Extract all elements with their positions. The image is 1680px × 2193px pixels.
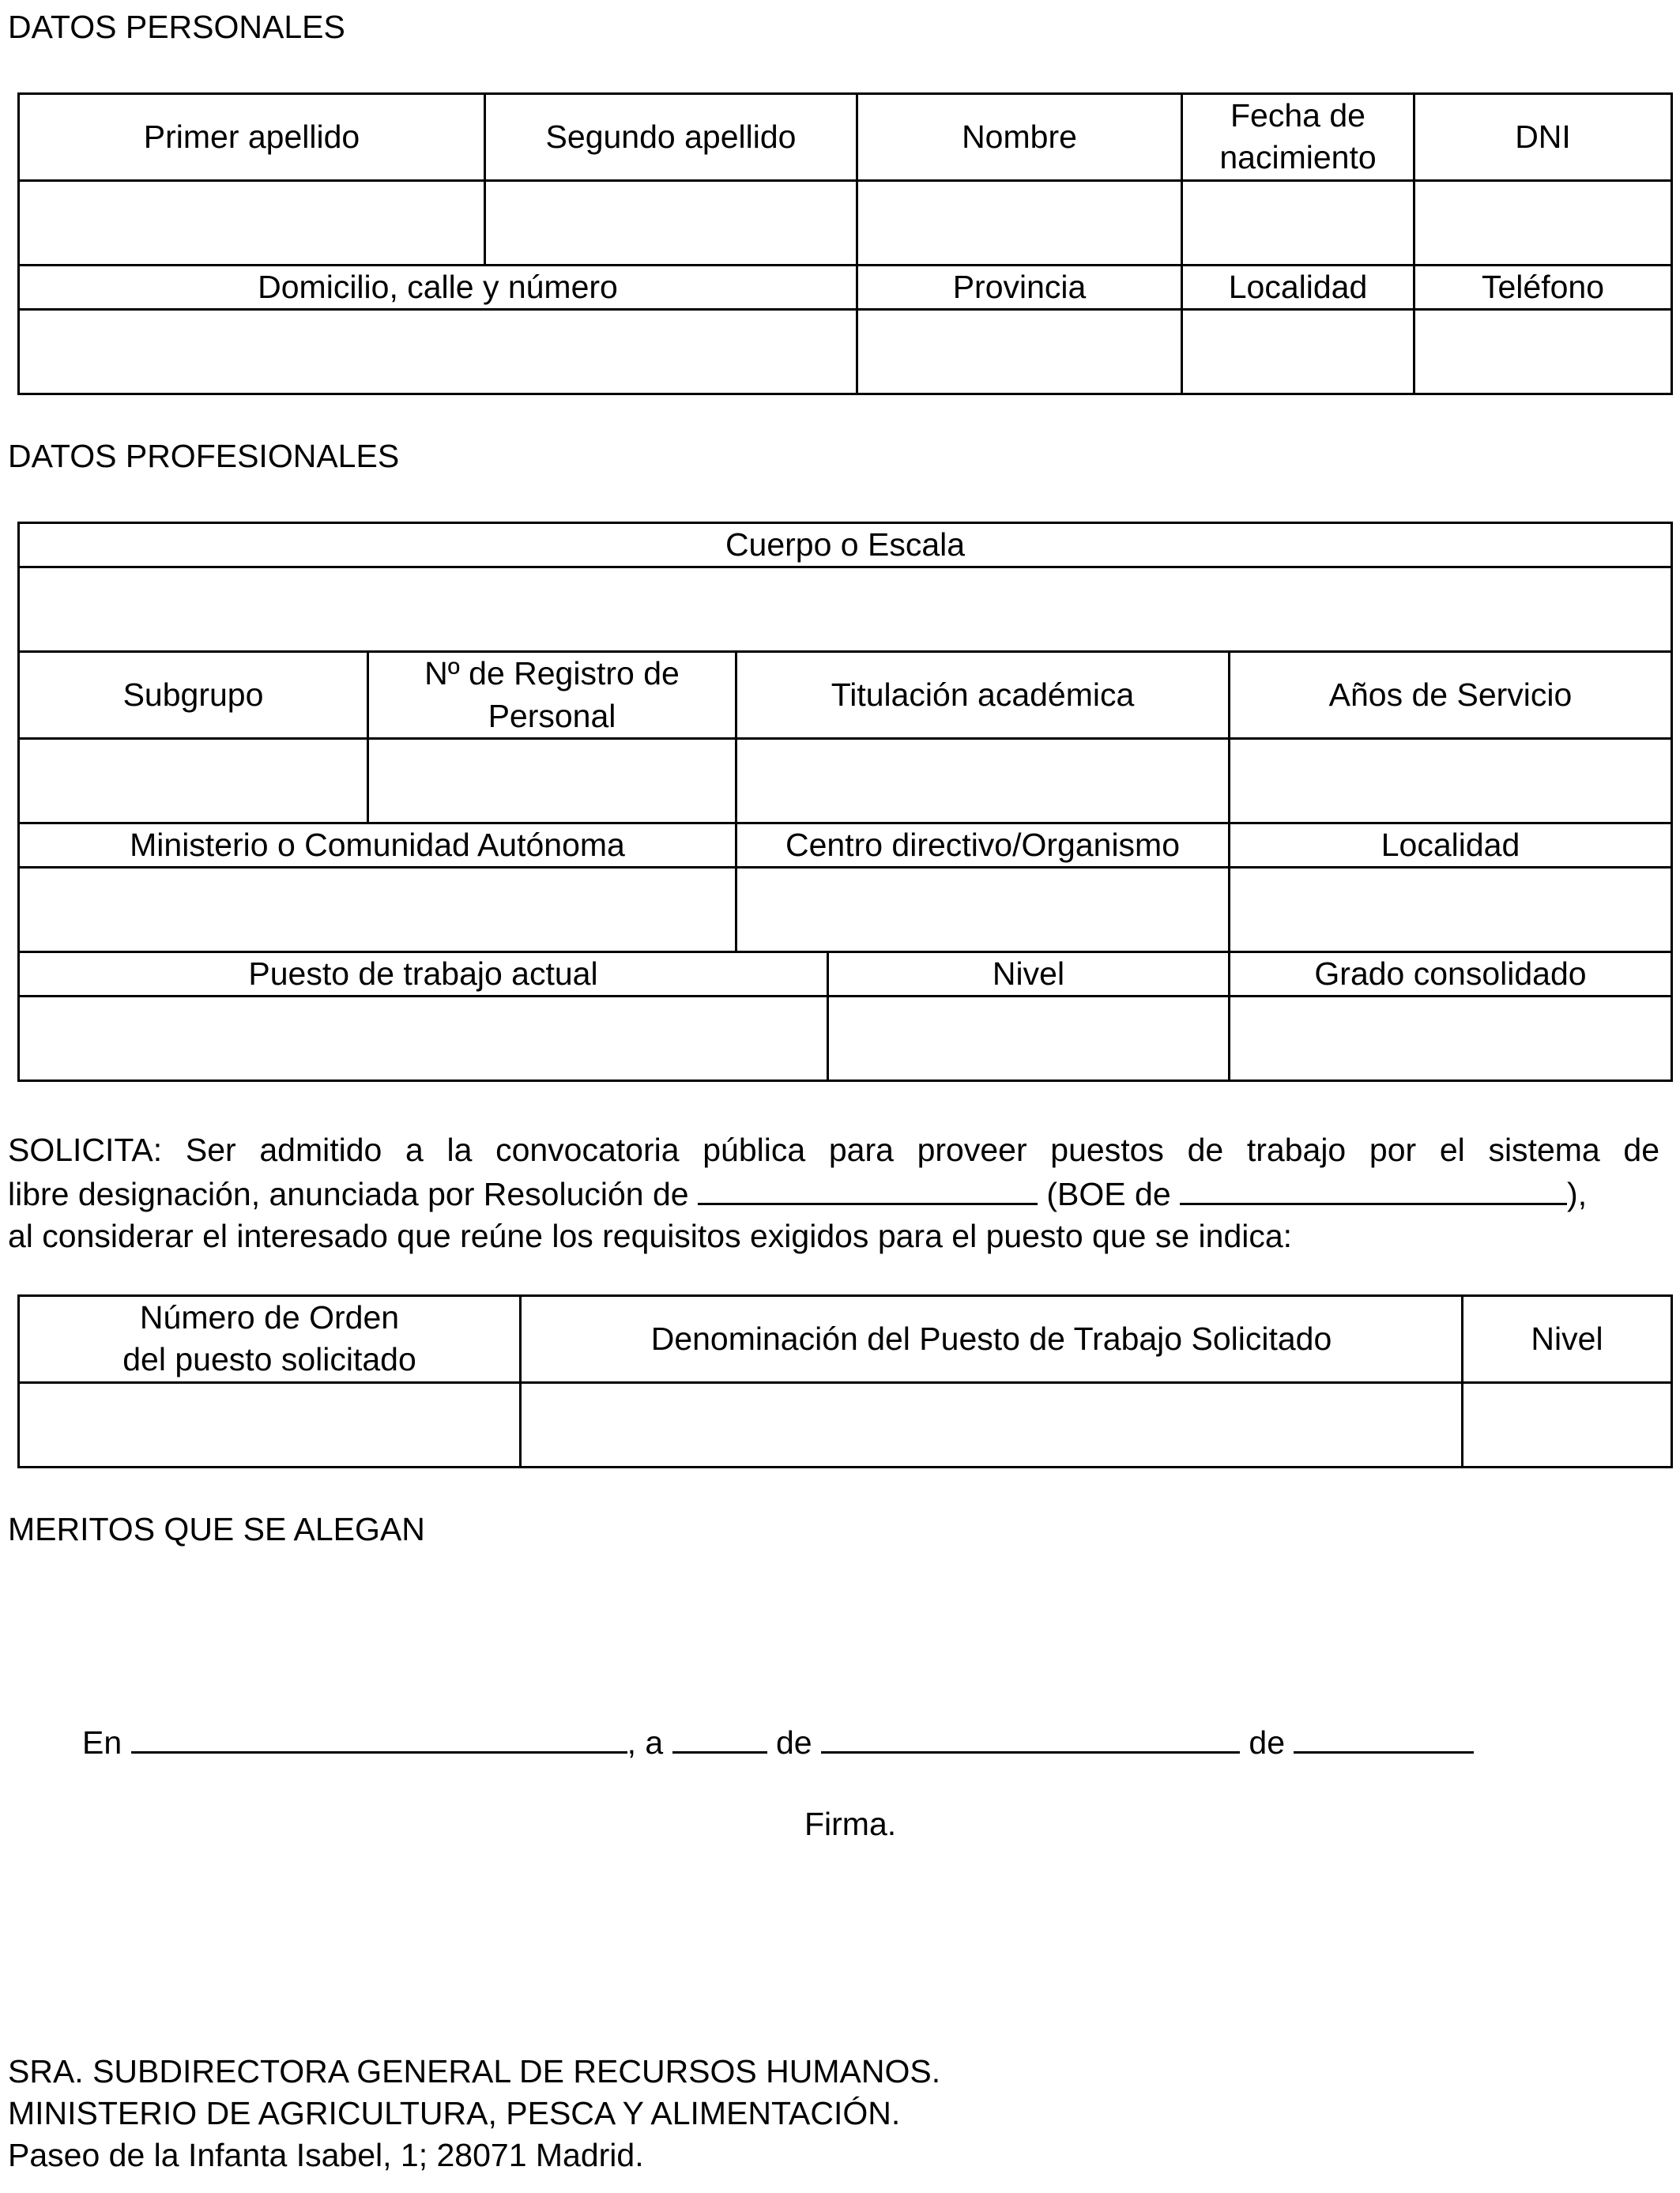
header-centro-directivo: Centro directivo/Organismo <box>736 823 1230 867</box>
section-title-meritos: MERITOS QUE SE ALEGAN <box>8 1511 425 1547</box>
section-title-datos-personales: DATOS PERSONALES <box>8 9 345 45</box>
header-nivel: Nivel <box>828 952 1230 997</box>
signature-year-blank[interactable] <box>1294 1720 1474 1754</box>
header-cuerpo-escala: Cuerpo o Escala <box>19 523 1672 567</box>
datos-profesionales-table <box>17 522 1673 1082</box>
signature-place-blank[interactable] <box>131 1720 627 1754</box>
header-fecha-nacimiento-line2: nacimiento <box>1219 139 1377 176</box>
field-telefono[interactable] <box>1414 309 1672 394</box>
boe-date-blank[interactable] <box>1180 1171 1567 1205</box>
field-segundo-apellido[interactable] <box>485 180 857 265</box>
signature-a-label: , a <box>627 1724 664 1761</box>
field-nivel-solicitado[interactable] <box>1463 1382 1672 1467</box>
destinatario-address <box>8 2051 940 2176</box>
field-domicilio[interactable] <box>19 309 857 394</box>
field-dni[interactable] <box>1414 180 1672 265</box>
solicita-line-2-text-a: libre designación, anunciada por Resolución de <box>8 1176 689 1212</box>
field-localidad-profesional[interactable] <box>1230 868 1672 952</box>
header-fecha-nacimiento <box>1182 94 1414 181</box>
header-provincia: Provincia <box>857 265 1182 309</box>
field-subgrupo[interactable] <box>19 738 368 823</box>
header-registro-personal <box>368 652 736 739</box>
header-primer-apellido: Primer apellido <box>19 94 485 181</box>
signature-day-blank[interactable] <box>672 1720 767 1754</box>
header-domicilio: Domicilio, calle y número <box>19 265 857 309</box>
field-nombre[interactable] <box>857 180 1182 265</box>
field-fecha-nacimiento[interactable] <box>1182 180 1414 265</box>
header-localidad: Localidad <box>1182 265 1414 309</box>
puesto-solicitado-table <box>17 1294 1673 1468</box>
solicita-line-1: SOLICITA: Ser admitido a la convocatoria pública para proveer puestos de trabajo por el sistema de <box>8 1132 1659 1168</box>
header-numero-orden <box>19 1296 521 1383</box>
solicita-line-3: al considerar el interesado que reúne los requisitos exigidos para el puesto que se indica: <box>8 1218 1293 1254</box>
signature-de-label-1: de <box>775 1724 812 1761</box>
header-anos-servicio: Años de Servicio <box>1230 652 1672 739</box>
field-ministerio[interactable] <box>19 868 736 952</box>
solicita-line-2-text-c: ), <box>1567 1176 1588 1212</box>
header-registro-line2: Personal <box>488 697 616 734</box>
signature-en-label: En <box>82 1724 122 1761</box>
field-centro-directivo[interactable] <box>736 868 1230 952</box>
section-title-datos-profesionales: DATOS PROFESIONALES <box>8 438 400 474</box>
signature-date-line <box>82 1720 1474 1762</box>
header-subgrupo: Subgrupo <box>19 652 368 739</box>
field-puesto-actual[interactable] <box>19 997 828 1081</box>
field-titulacion[interactable] <box>736 738 1230 823</box>
field-numero-orden[interactable] <box>19 1382 521 1467</box>
field-nivel[interactable] <box>828 997 1230 1081</box>
field-grado-consolidado[interactable] <box>1230 997 1672 1081</box>
destinatario-line-1: SRA. SUBDIRECTORA GENERAL DE RECURSOS HUMANOS. <box>8 2053 941 2089</box>
header-nivel-solicitado: Nivel <box>1463 1296 1672 1383</box>
field-localidad[interactable] <box>1182 309 1414 394</box>
resolucion-date-blank[interactable] <box>698 1171 1038 1205</box>
header-dni: DNI <box>1414 94 1672 181</box>
header-telefono: Teléfono <box>1414 265 1672 309</box>
header-nombre: Nombre <box>857 94 1182 181</box>
header-numero-orden-line2: del puesto solicitado <box>122 1341 416 1378</box>
field-primer-apellido[interactable] <box>19 180 485 265</box>
field-anos-servicio[interactable] <box>1230 738 1672 823</box>
header-grado-consolidado: Grado consolidado <box>1230 952 1672 997</box>
header-localidad-profesional: Localidad <box>1230 823 1672 867</box>
firma-label: Firma. <box>804 1806 897 1842</box>
destinatario-line-2: MINISTERIO DE AGRICULTURA, PESCA Y ALIMENTACIÓN. <box>8 2095 901 2131</box>
header-fecha-nacimiento-line1: Fecha de <box>1230 97 1365 134</box>
solicita-paragraph <box>8 1129 1659 1257</box>
header-titulacion: Titulación académica <box>736 652 1230 739</box>
header-ministerio: Ministerio o Comunidad Autónoma <box>19 823 736 867</box>
destinatario-line-3: Paseo de la Infanta Isabel, 1; 28071 Madrid. <box>8 2137 644 2173</box>
signature-de-label-2: de <box>1249 1724 1285 1761</box>
field-denominacion-puesto[interactable] <box>521 1382 1463 1467</box>
datos-personales-table <box>17 92 1673 395</box>
header-registro-line1: Nº de Registro de <box>424 655 680 692</box>
field-cuerpo-escala[interactable] <box>19 567 1672 652</box>
solicita-line-2 <box>8 1171 1659 1215</box>
signature-month-blank[interactable] <box>821 1720 1240 1754</box>
header-segundo-apellido: Segundo apellido <box>485 94 857 181</box>
solicita-line-2-text-b: (BOE de <box>1046 1176 1171 1212</box>
header-numero-orden-line1: Número de Orden <box>139 1299 400 1336</box>
header-denominacion-puesto: Denominación del Puesto de Trabajo Solicitado <box>521 1296 1463 1383</box>
field-registro-personal[interactable] <box>368 738 736 823</box>
field-provincia[interactable] <box>857 309 1182 394</box>
header-puesto-actual: Puesto de trabajo actual <box>19 952 828 997</box>
